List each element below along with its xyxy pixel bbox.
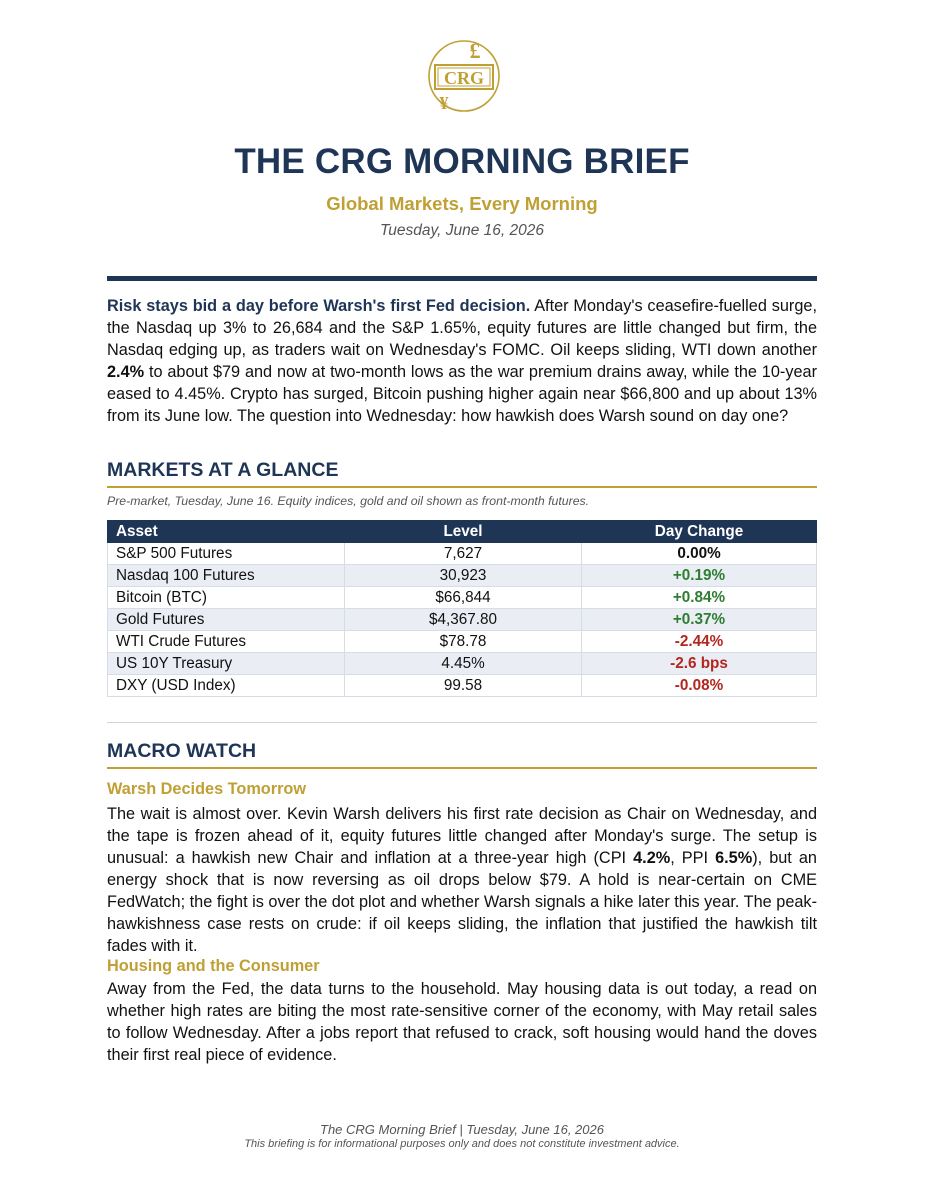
intro-text-2: to about $79 and now at two-month lows as the war premium drains away, while the 10-year eased to 4.45%. Crypto has surged, Bitcoin pushing higher again near $66,800 and up about 13% from its June low. The question into Wednesday: how hawkish does Warsh sound on day one?: [107, 363, 817, 425]
markets-table: [107, 520, 817, 697]
page-title: THE CRG MORNING BRIEF: [234, 142, 690, 181]
change-cell: -2.6 bps: [582, 653, 817, 675]
page-date: Tuesday, June 16, 2026: [379, 222, 544, 239]
footer-disclaimer: This briefing is for informational purposes only and does not constitute investment advice.: [244, 1138, 680, 1150]
level-cell: 4.45%: [345, 653, 582, 675]
asset-cell: US 10Y Treasury: [108, 653, 345, 675]
macro-section-title: MACRO WATCH: [107, 740, 817, 769]
warsh-bold-ppi: 6.5%: [715, 849, 753, 867]
asset-cell: DXY (USD Index): [108, 675, 345, 697]
level-cell: $78.78: [345, 631, 582, 653]
table-row: [108, 631, 817, 653]
footer-title: The CRG Morning Brief | Tuesday, June 16, 2026: [320, 1122, 604, 1137]
level-cell: $4,367.80: [345, 609, 582, 631]
warsh-bold-cpi: 4.2%: [633, 849, 671, 867]
level-cell: 7,627: [345, 543, 582, 565]
warsh-text-1: The wait is almost over. Kevin Warsh delivers his first rate decision as Chair on Wednesday, and the tape is frozen ahead of it, equity futures little changed after Monday's surge. The setup is unusual: a hawkish new Chair and inflation at a three-year high (CPI: [107, 805, 817, 867]
markets-table-header: [108, 521, 817, 543]
markets-note: Pre-market, Tuesday, June 16. Equity indices, gold and oil shown as front-month futures.: [107, 494, 590, 508]
table-row: [108, 543, 817, 565]
svg-text:¥: ¥: [439, 93, 449, 113]
level-cell: 99.58: [345, 675, 582, 697]
asset-cell: Nasdaq 100 Futures: [108, 565, 345, 587]
change-cell: +0.84%: [582, 587, 817, 609]
housing-paragraph: Away from the Fed, the data turns to the household. May housing data is out today, a read on whether high rates are biting the most rate-sensitive corner of the economy, with May retail sales to follow Wednesday. After a jobs report that refused to crack, soft housing would hand the doves their first real piece of evidence.: [107, 980, 817, 1064]
crg-currency-logo-icon: [419, 36, 509, 116]
header-divider: [107, 276, 817, 281]
page-subtitle: Global Markets, Every Morning: [326, 193, 598, 214]
warsh-subheading: Warsh Decides Tomorrow: [107, 780, 307, 798]
crg-logo: [419, 36, 509, 116]
table-row: [108, 565, 817, 587]
column-header-asset: Asset: [108, 521, 345, 543]
change-cell: -0.08%: [582, 675, 817, 697]
column-header-day-change: Day Change: [582, 521, 817, 543]
asset-cell: Bitcoin (BTC): [108, 587, 345, 609]
table-row: [108, 653, 817, 675]
level-cell: 30,923: [345, 565, 582, 587]
table-row: [108, 609, 817, 631]
table-row: [108, 675, 817, 697]
markets-section-title: MARKETS AT A GLANCE: [107, 459, 817, 488]
change-cell: +0.19%: [582, 565, 817, 587]
warsh-text-2: , PPI: [670, 849, 716, 867]
logo-text: CRG: [444, 68, 484, 88]
intro-text-1: After Monday's ceasefire-fuelled surge, the Nasdaq up 3% to 26,684 and the S&P 1.65%, equity futures are little changed but firm, the Nasdaq edging up, as traders wait on Wednesday's FOMC. Oil keeps sliding, WTI down another: [107, 297, 817, 359]
intro-bold-oil-change: 2.4%: [107, 363, 145, 381]
column-header-level: Level: [345, 521, 582, 543]
table-row: [108, 587, 817, 609]
warsh-text-3: ), but an energy shock that is now reversing as oil drops below $79. A hold is near-certain on CME FedWatch; the fight is over the dot plot and whether Warsh signals a hike later this year. The peak-hawkishness case rests on crude: if oil keeps sliding, the inflation that justified the hawkish tilt fades with it.: [107, 849, 817, 955]
asset-cell: S&P 500 Futures: [108, 543, 345, 565]
intro-lead: Risk stays bid a day before Warsh's first Fed decision.: [107, 297, 531, 315]
housing-subheading: Housing and the Consumer: [107, 957, 320, 975]
change-cell: 0.00%: [582, 543, 817, 565]
section-divider: [107, 722, 817, 723]
asset-cell: WTI Crude Futures: [108, 631, 345, 653]
intro-paragraph: [107, 295, 817, 427]
level-cell: $66,844: [345, 587, 582, 609]
asset-cell: Gold Futures: [108, 609, 345, 631]
change-cell: -2.44%: [582, 631, 817, 653]
change-cell: +0.37%: [582, 609, 817, 631]
warsh-paragraph: [107, 803, 817, 957]
svg-text:£: £: [469, 38, 481, 63]
